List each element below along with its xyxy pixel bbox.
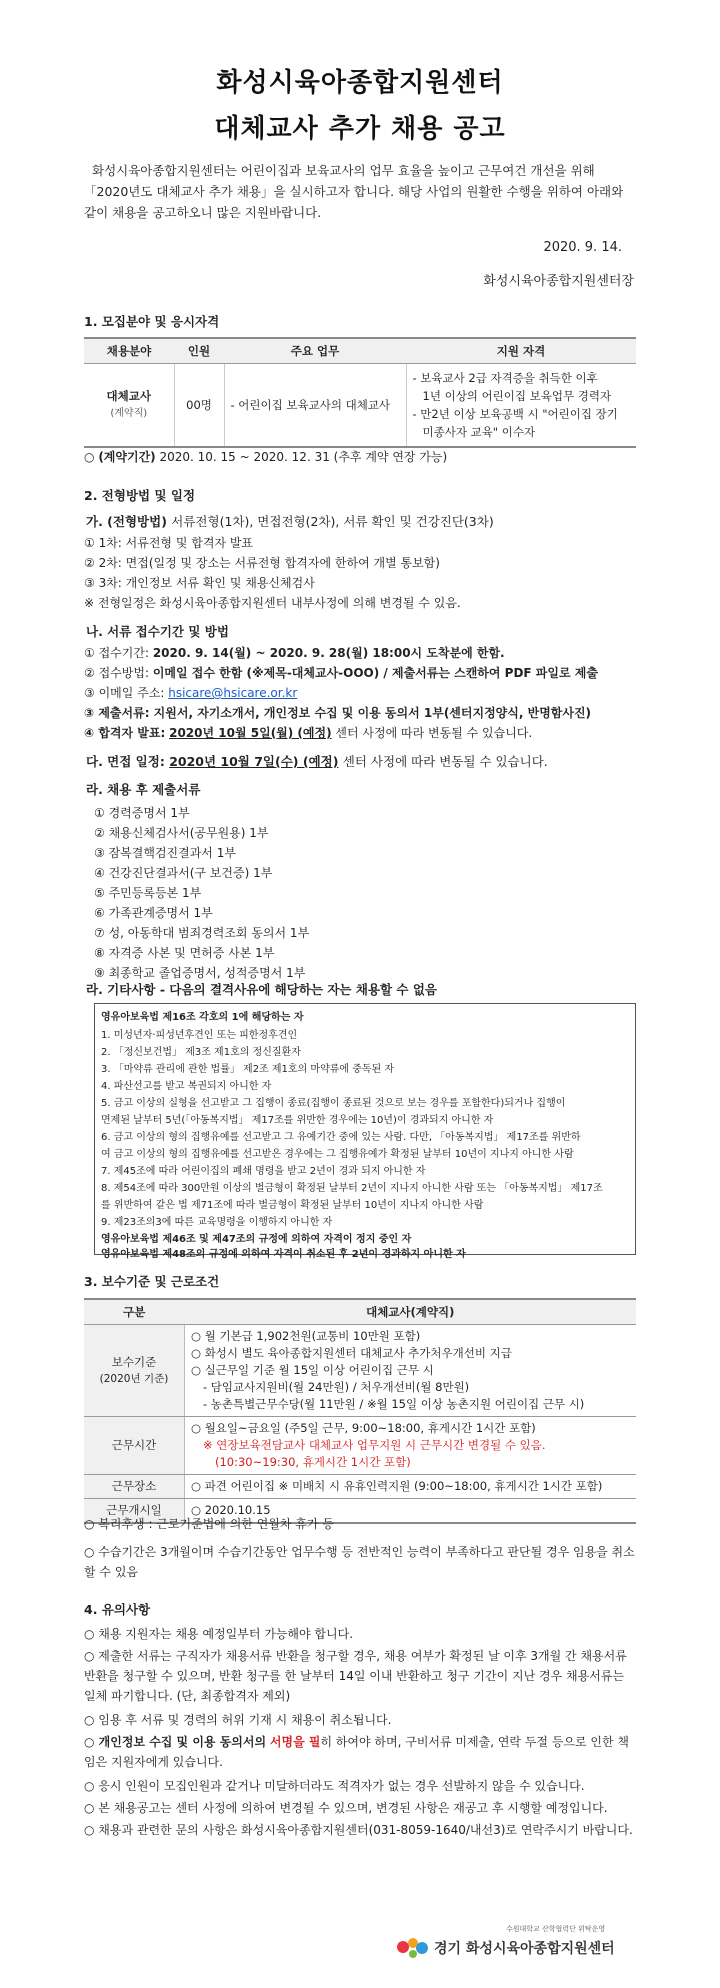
table-header: 인원	[174, 338, 224, 364]
list-item: 5. 금고 이상의 실형을 선고받고 그 집행이 종료(집행이 종료된 것으로 보는 경우를 포함한다)되거나 집행이	[101, 1098, 566, 1109]
duty-cell: - 어린이집 보육교사의 대체교사	[224, 364, 406, 448]
submission-method	[84, 664, 598, 681]
submission-email	[84, 684, 297, 701]
list-item: 3. 「마약류 관리에 관한 법률」 제2조 제1호의 마약류에 중독된 자	[101, 1064, 395, 1075]
consent-text: ○ 개인정보 수집 및 이용 동의서의	[84, 1735, 267, 1749]
list-item: ○ 본 채용공고는 센터 사정에 의하여 변경될 수 있으며, 변경된 사항은 재공고 후 시행할 예정입니다.	[84, 1801, 608, 1815]
logo-name: 경기 화성시육아종합지원센터	[434, 1941, 615, 1957]
disqualification-box	[94, 1003, 636, 1260]
start-cell: ○ 2020.10.15	[185, 1499, 637, 1524]
circle-mark: ○	[84, 450, 95, 464]
signature-required: 서명을 필	[269, 1735, 321, 1749]
list-item: 1. 미성년자·피성년후견인 또는 피한정후견인	[101, 1030, 298, 1041]
row-key	[84, 1325, 185, 1417]
logo-small-text: 수원대학교 산학협력단 위탁운영	[506, 1925, 606, 1933]
consent-text-rest: 히 하여야 하며, 구비서류 미제출, 연락 두절 등으로 인한 책임은 지원자에게 있습니다.	[84, 1735, 630, 1769]
page-title-org: 화성시육아종합지원센터	[216, 68, 504, 98]
list-item: ○ 제출한 서류는 구직자가 채용서류 반환을 청구할 경우, 채용 여부가 확정된 날 이후 3개월 간 채용서류 반환을 청구할 수 있으며, 반환 청구를 한 날부터 14일 이내 반환하고 청구 기간이 지난 경우 채용서류는 일체 파기합니다. (단, 최종합격자 제외)	[84, 1649, 627, 1703]
disqualification-foot: 영유아보육법 제46조 및 제47조의 규정에 의하여 자격이 정지 중인 자	[101, 1234, 412, 1245]
method-step: ① 1차: 서류전형 및 합격자 발표	[84, 536, 254, 550]
contract-period-value: 2020. 10. 15 ~ 2020. 12. 31 (추후 계약 연장 가능)	[159, 450, 448, 464]
place-cell: ○ 파견 어린이집 ※ 미배치 시 유휴인력지원 (9:00~18:00, 휴게시간 1시간 포함)	[185, 1475, 637, 1499]
list-item: 면제된 날부터 5년(「아동복지법」 제17조를 위반한 경우에는 10년)이 경과되지 아니한 자	[101, 1115, 494, 1126]
field-name: 대체교사	[106, 389, 151, 403]
table-row	[84, 1417, 636, 1475]
method-label: 가. (전형방법)	[86, 514, 167, 529]
pay-line: ○ 화성시 별도 육아종합지원센터 대체교사 추가처우개선비 지급	[191, 1346, 512, 1360]
center-logo	[396, 1924, 646, 1964]
disqualification-title: 라. 기타사항 - 다음의 결격사유에 해당하는 자는 채용할 수 없음	[86, 982, 437, 997]
probation-note: ○ 수습기간은 3개월이며 수습기간동안 업무수행 등 전반적인 능력이 부족하다고 판단될 경우 임용을 취소할 수 있음	[84, 1545, 635, 1579]
list-item: 6. 금고 이상의 형의 집행유예를 선고받고 그 유예기간 중에 있는 사람. 다만, 「아동복지법」 제17조를 위반하	[101, 1132, 581, 1143]
submission-period-label: ① 접수기간:	[84, 646, 149, 660]
interview-label: 다. 면접 일정:	[86, 754, 165, 769]
pay-line: - 농촌특별근무수당(월 11만원 / ※월 15일 이상 농촌지원 어린이집 근무 시)	[203, 1397, 585, 1411]
row-key: 근무시간	[84, 1417, 185, 1475]
method-line	[86, 512, 494, 530]
qualification-line: 1년 이상의 어린이집 보육업무 경력자	[422, 389, 612, 403]
recruit-table	[84, 337, 636, 448]
list-item: ⑥ 가족관계증명서 1부	[94, 906, 213, 920]
pay-key: 보수기준	[111, 1354, 157, 1369]
section-3-title: 3. 보수기준 및 근로조건	[84, 1274, 220, 1289]
salary-table	[84, 1298, 636, 1524]
interview-note: 센터 사정에 따라 변동될 수 있습니다.	[342, 754, 548, 769]
list-item: 8. 제54조에 따라 300만원 이상의 벌금형이 확정된 날부터 2년이 지나지 아니한 사람 또는 「아동복지법」 제17조	[101, 1183, 603, 1194]
list-item: ⑤ 주민등록등본 1부	[94, 886, 202, 900]
list-item: ④ 건강진단결과서(구 보건증) 1부	[94, 866, 273, 880]
list-item: 4. 파산선고를 받고 복권되지 아니한 자	[101, 1081, 272, 1092]
list-item: ① 경력증명서 1부	[94, 806, 190, 820]
logo-mark-icon	[396, 1934, 430, 1960]
method-text: 서류전형(1차), 면접전형(2차), 서류 확인 및 건강진단(3차)	[171, 514, 494, 529]
list-item: 여 금고 이상의 형의 집행유예를 선고받은 경우에는 그 집행유예가 확정된 날부터 10년이 지나지 아니한 사람	[101, 1149, 574, 1160]
list-item: ○ 응시 인원이 모집인원과 같거나 미달하더라도 적격자가 없는 경우 선발하지 않을 수 있습니다.	[84, 1779, 585, 1793]
method-note: ※ 전형일정은 화성시육아종합지원센터 내부사정에 의해 변경될 수 있음.	[84, 596, 461, 610]
disqualification-foot: 영유아보육법 제48조의 규정에 의하여 자격이 취소된 후 2년이 경과하지 아니한 자	[101, 1249, 466, 1260]
table-header: 대체교사(계약직)	[185, 1299, 637, 1325]
submission-period-value: 2020. 9. 14(월) ~ 2020. 9. 28(월) 18:00시 도착분에 한함.	[152, 646, 505, 660]
method-step: ③ 3차: 개인정보 서류 확인 및 채용신체검사	[84, 576, 315, 590]
table-header-row	[84, 1299, 636, 1325]
table-header-row	[84, 338, 636, 364]
pay-line: - 담임교사지원비(월 24만원) / 처우개선비(월 8만원)	[203, 1380, 470, 1394]
contract-period	[84, 448, 447, 465]
time-note: (10:30~19:30, 휴게시간 1시간 포함)	[215, 1455, 411, 1469]
interview-date: 2020년 10월 7일(수) (예정)	[169, 754, 339, 769]
list-item: ⑦ 성, 아동학대 범죄경력조회 동의서 1부	[94, 926, 310, 940]
section-2-title: 2. 전형방법 및 일정	[84, 488, 196, 503]
section-4-title: 4. 유의사항	[84, 1602, 151, 1617]
submission-method-label: ② 접수방법:	[84, 666, 149, 680]
pay-key-sub: (2020년 기준)	[99, 1372, 169, 1385]
pay-line: ○ 실근무일 기준 월 15일 이상 어린이집 근무 시	[191, 1363, 434, 1377]
time-line: ○ 월요일~금요일 (주5일 근무, 9:00~18:00, 휴게시간 1시간 포함)	[191, 1421, 536, 1435]
result-label: ④ 합격자 발표:	[84, 726, 166, 740]
submission-documents: ③ 제출서류: 지원서, 자기소개서, 개인정보 수집 및 이용 동의서 1부(센터지정양식, 반명함사진)	[84, 706, 592, 720]
disqualification-head: 영유아보육법 제16조 각호의 1에 해당하는 자	[101, 1012, 304, 1023]
section-1-title: 1. 모집분야 및 응시자격	[84, 314, 220, 329]
signer: 화성시육아종합지원센터장	[483, 274, 634, 289]
table-header: 주요 업무	[224, 338, 406, 364]
list-item: 를 위반하여 같은 법 제71조에 따라 벌금형이 확정된 날부터 10년이 지나지 아니한 사람	[101, 1200, 484, 1211]
qualification-line: - 보육교사 2급 자격증을 취득한 이후	[412, 371, 598, 385]
time-cell	[185, 1417, 637, 1475]
count-cell: 00명	[174, 364, 224, 448]
field-sub: (계약직)	[110, 408, 148, 419]
post-hire-docs-title: 라. 채용 후 제출서류	[86, 782, 201, 797]
intro-paragraph: 화성시육아종합지원센터는 어린이집과 보육교사의 업무 효율을 높이고 근무여건 개선을 위해 「2020년도 대체교사 추가 채용」을 실시하고자 합니다. 해당 사업의 원활한 수행을 위하여 아래와 같이 채용을 공고하오니 많은 지원바랍니다.	[84, 163, 624, 220]
table-row	[84, 1325, 636, 1417]
announcement-date: 2020. 9. 14.	[543, 240, 622, 255]
table-header: 지원 자격	[406, 338, 636, 364]
submission-period	[84, 644, 505, 661]
page-title-announcement: 대체교사 추가 채용 공고	[214, 114, 506, 144]
table-row	[84, 1475, 636, 1499]
result-date: 2020년 10월 5일(월) (예정)	[169, 726, 332, 740]
method-step: ② 2차: 면접(일정 및 장소는 서류전형 합격자에 한하여 개별 통보함)	[84, 556, 440, 570]
list-item: ○ 채용 지원자는 채용 예정일부터 가능해야 합니다.	[84, 1627, 354, 1641]
interview-line	[86, 752, 548, 770]
time-note: ※ 연장보육전담교사 대체교사 업무지원 시 근무시간 변경될 수 있음.	[203, 1438, 546, 1452]
list-item	[84, 1732, 636, 1772]
list-item: 2. 「정신보건법」 제3조 제1호의 정신질환자	[101, 1047, 301, 1058]
result-note: 센터 사정에 따라 변동될 수 있습니다.	[335, 726, 533, 740]
result-announcement	[84, 724, 532, 741]
contract-period-label: (계약기간)	[98, 450, 156, 464]
qualification-line: - 만2년 이상 보육공백 시 "어린이집 장기	[412, 407, 618, 421]
list-item: ⑧ 자격증 사본 및 면허증 사본 1부	[94, 946, 275, 960]
row-key: 근무장소	[84, 1475, 185, 1499]
qualification-cell	[406, 364, 636, 448]
list-item: ② 채용신체검사서(공무원용) 1부	[94, 826, 269, 840]
list-item: 9. 제23조의3에 따른 교육명령을 이행하지 아니한 자	[101, 1217, 333, 1228]
qualification-line: 미종사자 교육" 이수자	[422, 425, 536, 439]
welfare-note: ○ 복리후생 : 근로기준법에 의한 연월차 휴가 등	[84, 1517, 334, 1531]
submission-method-value: 이메일 접수 한함 (※제목-대체교사-OOO) / 제출서류는 스캔하여 PDF 파일로 제출	[152, 666, 598, 680]
list-item: ⑨ 최종학교 졸업증명서, 성적증명서 1부	[94, 966, 306, 980]
list-item: ○ 임용 후 서류 및 경력의 허위 기재 시 채용이 취소됩니다.	[84, 1713, 392, 1727]
submission-title: 나. 서류 접수기간 및 방법	[86, 624, 229, 639]
table-row	[84, 364, 636, 448]
list-item: 7. 제45조에 따라 어린이집의 폐쇄 명령을 받고 2년이 경과 되지 아니한 자	[101, 1166, 426, 1177]
pay-cell	[185, 1325, 637, 1417]
table-header: 구분	[84, 1299, 185, 1325]
field-cell	[84, 364, 174, 448]
email-link[interactable]: hsicare@hsicare.or.kr	[168, 686, 298, 700]
row-key: 근무개시일	[84, 1499, 185, 1524]
table-header: 채용분야	[84, 338, 174, 364]
email-label: ③ 이메일 주소:	[84, 686, 165, 700]
pay-line: ○ 월 기본급 1,902천원(교통비 10만원 포함)	[191, 1329, 421, 1343]
list-item: ③ 잠복결핵검진결과서 1부	[94, 846, 236, 860]
list-item: ○ 채용과 관련한 문의 사항은 화성시육아종합지원센터(031-8059-1640/내선3)로 연락주시기 바랍니다.	[84, 1823, 633, 1837]
